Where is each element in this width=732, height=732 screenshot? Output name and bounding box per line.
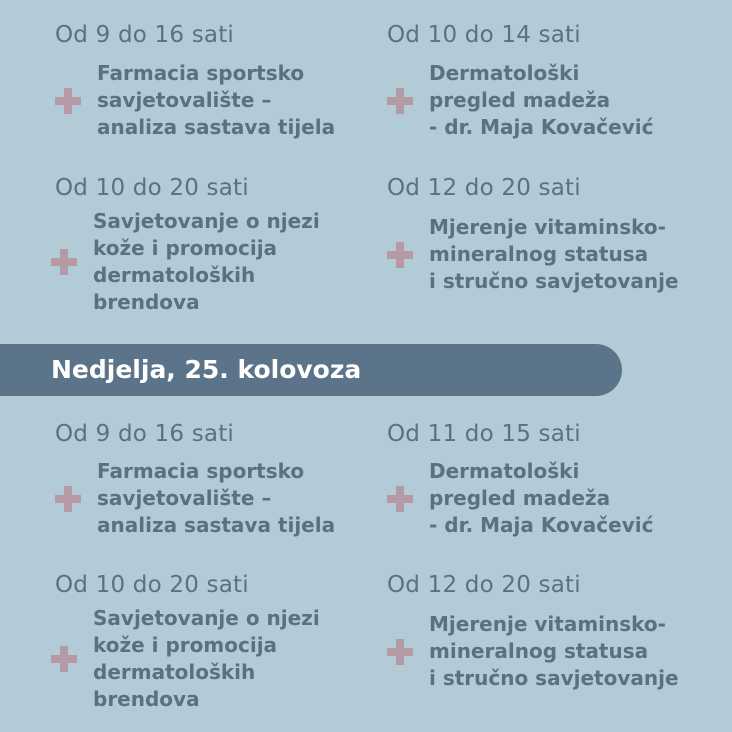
plus-icon <box>55 88 81 114</box>
slot-item <box>51 208 320 316</box>
slot-item <box>55 60 335 141</box>
slot-time: Od 10 do 14 sati <box>387 22 581 48</box>
slot-description: Savjetovanje o njezi kože i promocija dermatoloških brendova <box>93 209 320 314</box>
plus-icon <box>51 646 77 672</box>
slot-description: Savjetovanje o njezi kože i promocija dermatoloških brendova <box>93 606 320 711</box>
slot-item <box>387 214 679 295</box>
slot-item <box>51 605 320 713</box>
slot-time: Od 12 do 20 sati <box>387 175 581 201</box>
slot-time: Od 9 do 16 sati <box>55 22 235 48</box>
slot-description: Dermatološki pregled madeža - dr. Maja Kovačević <box>429 61 654 139</box>
plus-icon <box>55 486 81 512</box>
slot-description: Farmacia sportsko savjetovalište – analiza sastava tijela <box>97 61 336 139</box>
slot-item <box>387 60 653 141</box>
slot-time: Od 9 do 16 sati <box>55 421 235 447</box>
slot-description: Dermatološki pregled madeža - dr. Maja Kovačević <box>429 459 654 537</box>
plus-icon <box>387 486 413 512</box>
plus-icon <box>387 88 413 114</box>
slot-time: Od 10 do 20 sati <box>55 175 249 201</box>
slot-description: Mjerenje vitaminsko- mineralnog statusa i stručno savjetovanje <box>429 612 679 690</box>
slot-time: Od 12 do 20 sati <box>387 572 581 598</box>
plus-icon <box>387 639 413 665</box>
slot-description: Farmacia sportsko savjetovalište – analiza sastava tijela <box>97 459 336 537</box>
day-header-band <box>0 344 622 396</box>
plus-icon <box>51 249 77 275</box>
day-title: Nedjelja, 25. kolovoza <box>51 355 362 384</box>
slot-item <box>387 458 653 539</box>
plus-icon <box>387 242 413 268</box>
slot-time: Od 10 do 20 sati <box>55 572 249 598</box>
slot-item <box>55 458 335 539</box>
slot-item <box>387 611 679 692</box>
slot-description: Mjerenje vitaminsko- mineralnog statusa i stručno savjetovanje <box>429 215 679 293</box>
slot-time: Od 11 do 15 sati <box>387 421 581 447</box>
